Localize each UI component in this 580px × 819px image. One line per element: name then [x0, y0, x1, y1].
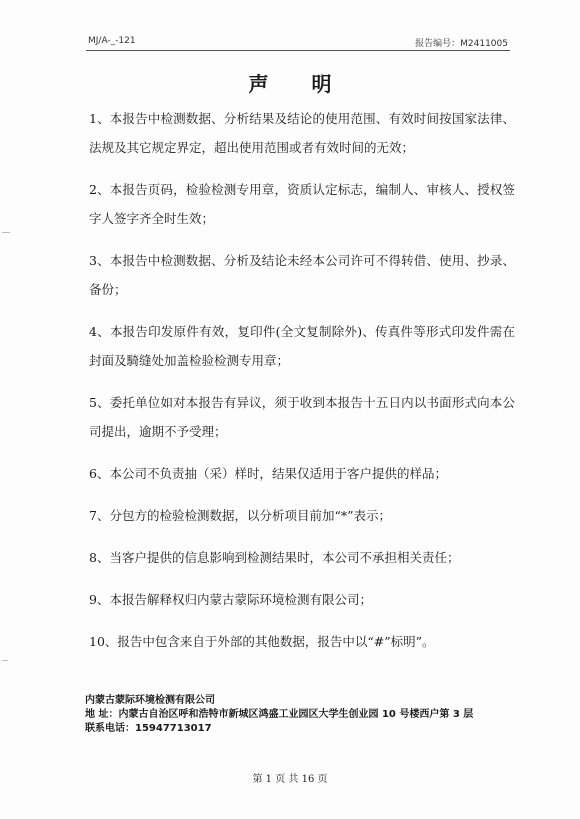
- company-phone: 联系电话：15947713017: [85, 723, 212, 734]
- statement-item-8: 8、当客户提供的信息影响到检测结果时，本公司不承担相关责任；: [89, 550, 460, 565]
- company-name: 内蒙古蒙际环境检测有限公司: [85, 695, 215, 706]
- header-divider: [86, 50, 510, 51]
- company-address: 地 址：内蒙古自治区呼和浩特市新城区鸿盛工业园区大学生创业园 10 号楼西户第 3 层: [85, 709, 474, 720]
- statement-item-6: 6、本公司不负责抽（采）样时，结果仅适用于客户提供的样品；: [89, 466, 447, 481]
- statement-item-10: 10、报告中包含来自于外部的其他数据，报告中以“#”标明”。: [89, 634, 435, 649]
- statement-item-4: 4、本报告印发原件有效，复印件(全文复制除外)、传真件等形式印发件需在封面及騎缝处加盖检验检测专用章；: [89, 324, 515, 368]
- scan-mark: [2, 660, 8, 661]
- statement-item-1: 1、本报告中检测数据、分析结果及结论的使用范围、有效时间按国家法律、法规及其它规定界定，超出使用范围或者有效时间的无效；: [89, 111, 515, 155]
- statement-item-9: 9、本报告解释权归内蒙古蒙际环境检测有限公司；: [89, 592, 372, 607]
- page-title: 声 明: [248, 72, 350, 96]
- statement-item-3: 3、本报告中检测数据、分析及结论未经本公司许可不得转借、使用、抄录、备份；: [89, 253, 515, 297]
- statement-item-2: 2、本报告页码，检验检测专用章，资质认定标志，编制人、审核人、授权签字人签字齐全时生效；: [89, 182, 515, 226]
- document-code: MJ/A-_-121: [88, 36, 136, 46]
- report-number: 报告编号：M2411005: [415, 39, 508, 49]
- statement-list: [89, 104, 515, 669]
- page-number: 第 1 页 共 16 页: [252, 774, 328, 785]
- scan-mark: [2, 232, 10, 233]
- statement-item-7: 7、分包方的检验检测数据，以分析项目前加“*”表示；: [89, 508, 391, 523]
- company-info: [85, 694, 525, 736]
- statement-item-5: 5、委托单位如对本报告有异议，须于收到本报告十五日内以书面形式向本公司提出，逾期不予受理；: [89, 395, 515, 439]
